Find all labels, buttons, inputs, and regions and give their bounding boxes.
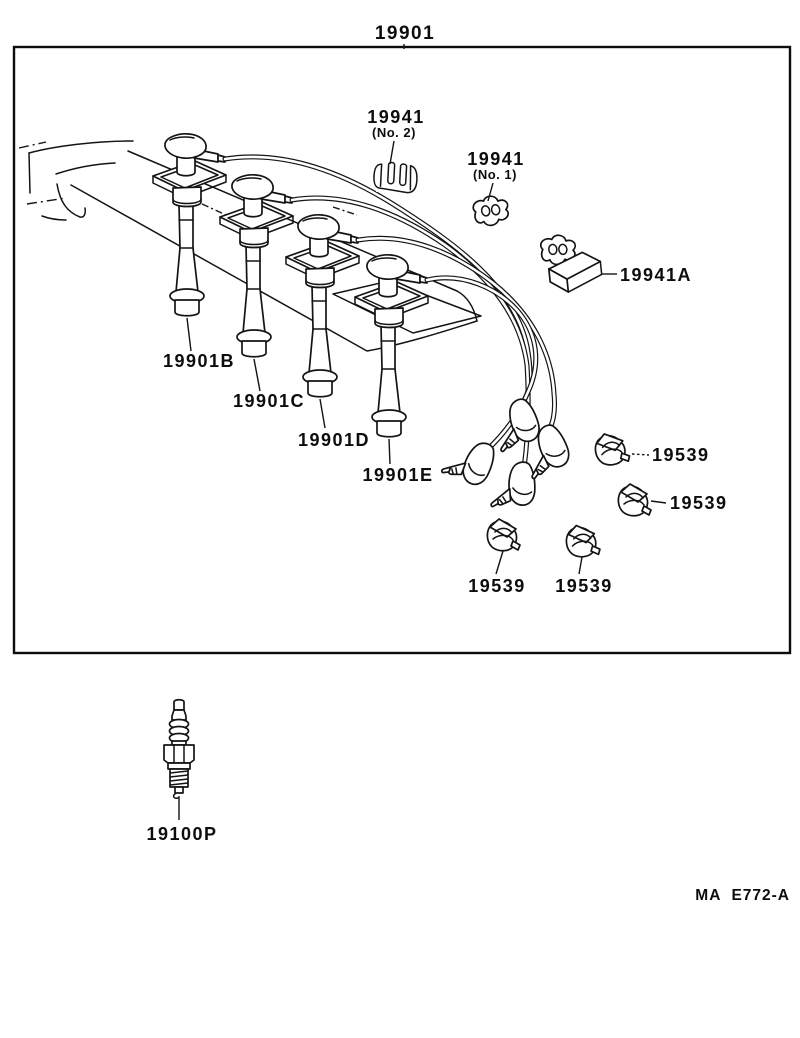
label-coil-19901c: 19901C [232, 391, 306, 411]
label-coil-19901e: 19901E [362, 465, 434, 485]
label-coil-19901d: 19901D [297, 430, 371, 450]
label-clip-19539-1: 19539 [652, 445, 710, 465]
label-clamp-no1-position: (No. 1) [473, 167, 517, 182]
wire-clip-3 [487, 519, 520, 551]
label-clamp-no2: 19941 [367, 107, 425, 127]
label-assembly-19901: 19901 [374, 23, 436, 44]
label-clamp-bracket-19941a: 19941A [620, 265, 693, 285]
label-clamp-no1: 19941 [467, 149, 525, 169]
ignition-coil-3 [286, 215, 359, 397]
label-coil-19901b: 19901B [162, 351, 236, 371]
label-clamp-no2-position: (No. 2) [372, 125, 416, 140]
wire-clamp-no1 [471, 193, 511, 228]
wire-boot-3 [491, 459, 538, 511]
wire-clip-1 [593, 430, 631, 467]
wire-clip-4 [565, 523, 601, 558]
drawing-code: MA E772-A [695, 887, 790, 904]
wire-clamp-no2 [371, 160, 422, 195]
label-clip-19539-4: 19539 [555, 576, 613, 596]
wire-boot-2 [492, 397, 543, 452]
label-clip-19539-2: 19539 [670, 493, 728, 513]
label-clip-19539-3: 19539 [468, 576, 526, 596]
ignition-coil-2 [220, 175, 293, 357]
wire-clamp-bracket [540, 231, 603, 294]
ignition-coil-4 [355, 255, 428, 437]
label-spark-plug-19100p: 19100P [146, 824, 218, 844]
ignition-coil-1 [153, 134, 226, 316]
wire-clip-2 [618, 484, 651, 516]
spark-plug-drawing [164, 700, 194, 798]
wire-boot-1 [441, 431, 501, 493]
